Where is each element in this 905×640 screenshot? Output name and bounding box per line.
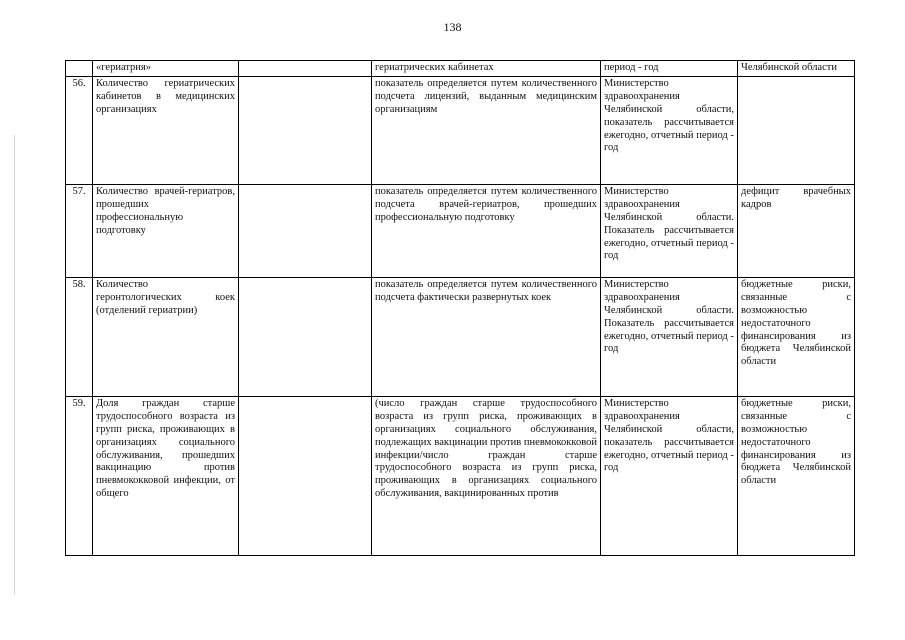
table-row-continuation (66, 61, 855, 77)
table-row (66, 76, 855, 184)
cell-calculation-method: показатель определяется путем количественного подсчета лицензий, выданным медицинским организациям (372, 76, 601, 184)
cell-indicator-name: Количество геронтологических коек (отделений гериатрии) (93, 277, 239, 396)
cell-empty (239, 76, 372, 184)
cell-risks (738, 76, 855, 184)
cell-responsible: Министерство здравоохранения Челябинской области. Показатель рассчитывается ежегодно, отчетный период - год (601, 184, 738, 277)
cell-number (66, 61, 93, 77)
cell-empty (239, 277, 372, 396)
cell-indicator-name: Количество гериатрических кабинетов в медицинских организациях (93, 76, 239, 184)
page-number: 138 (443, 20, 462, 34)
cell-responsible: период - год (601, 61, 738, 77)
cell-calculation-method: показатель определяется путем количественного подсчета врачей-гериатров, прошедших профессиональную подготовку (372, 184, 601, 277)
cell-calculation-method: гериатрических кабинетах (372, 61, 601, 77)
cell-risks: дефицит врачебных кадров (738, 184, 855, 277)
cell-risks: бюджетные риски, связанные с возможностью недостаточного финансирования из бюджета Челябинской области (738, 396, 855, 555)
cell-number: 57. (66, 184, 93, 277)
indicators-table (65, 60, 855, 556)
scan-margin-line (14, 135, 15, 595)
cell-calculation-method: (число граждан старше трудоспособного возраста из групп риска, проживающих в организациях социального обслуживания, подлежащих вакцинации против пневмококковой инфекции/число граждан старше трудоспособного возраста из групп риска, проживающих в организациях социального обслуживания, вакцинированных против (372, 396, 601, 555)
cell-calculation-method: показатель определяется путем количественного подсчета фактически развернутых коек (372, 277, 601, 396)
cell-indicator-name: Количество врачей-гериатров, прошедших профессиональную подготовку (93, 184, 239, 277)
cell-indicator-name: Доля граждан старше трудоспособного возраста из групп риска, проживающих в организациях социального обслуживания, прошедших вакцинацию против пневмококковой инфекции, от общего (93, 396, 239, 555)
cell-empty (239, 396, 372, 555)
cell-empty (239, 61, 372, 77)
table-row (66, 184, 855, 277)
cell-risks: Челябинской области (738, 61, 855, 77)
cell-number: 56. (66, 76, 93, 184)
cell-risks: бюджетные риски, связанные с возможностью недостаточного финансирования из бюджета Челябинской области (738, 277, 855, 396)
cell-number: 58. (66, 277, 93, 396)
cell-responsible: Министерство здравоохранения Челябинской области, показатель рассчитывается ежегодно, отчетный период - год (601, 76, 738, 184)
cell-empty (239, 184, 372, 277)
table-row (66, 277, 855, 396)
table-row (66, 396, 855, 555)
cell-number: 59. (66, 396, 93, 555)
cell-responsible: Министерство здравоохранения Челябинской области. Показатель рассчитывается ежегодно, отчетный период - год (601, 277, 738, 396)
cell-responsible: Министерство здравоохранения Челябинской области, показатель рассчитывается ежегодно, отчетный период - год (601, 396, 738, 555)
cell-indicator-name: «гериатрия» (93, 61, 239, 77)
